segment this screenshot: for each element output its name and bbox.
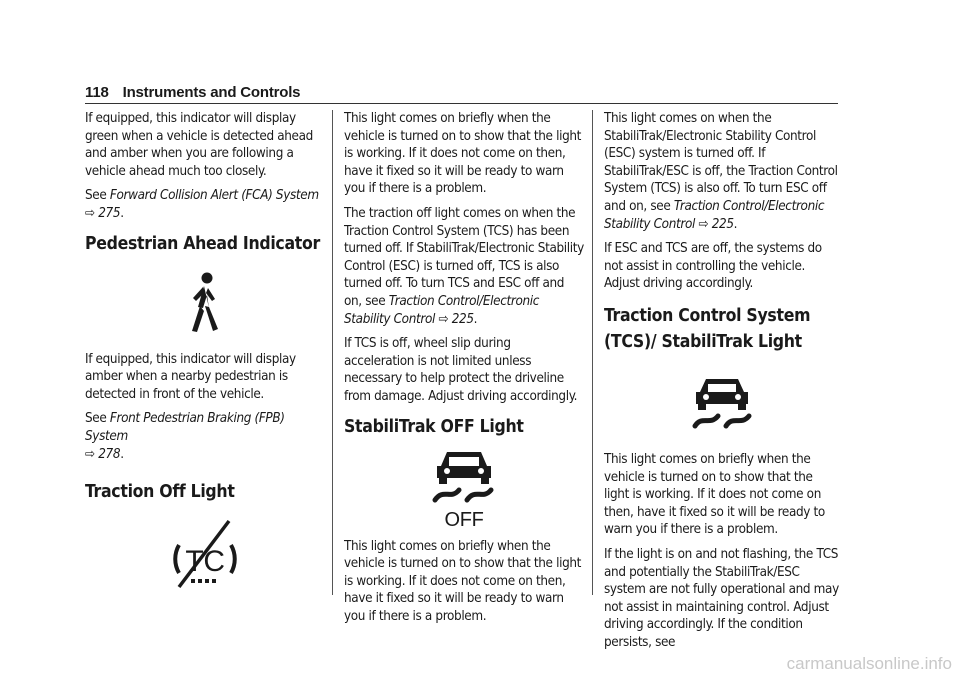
page-ref-arrow-icon: ⇨: [698, 216, 709, 232]
heading-stabilitrak-off: StabiliTrak OFF Light: [344, 416, 524, 437]
heading-pedestrian-ahead: Pedestrian Ahead Indicator: [85, 233, 320, 254]
fpb-reference: See Front Pedestrian Braking (FPB) System ⇨ 278.: [85, 411, 285, 462]
stabilitrak-off-icon: [429, 448, 499, 530]
fca-page-link[interactable]: 275: [98, 205, 121, 221]
traction-control-page-link[interactable]: 225: [451, 311, 474, 327]
fca-link[interactable]: Forward Collision Alert (FCA) System: [109, 188, 319, 204]
bulb-check-paragraph: This light comes on briefly when the vehicle is turned on to show that the light is working. If it does not come on then, have it fixed so it will be ready to warn you if there is a problem.: [344, 111, 582, 197]
esc-off-paragraph: This light comes on when the StabiliTrak/Electronic Stability Control (ESC) system is turned off. If StabiliTrak/ESC is off, the Traction Control System (TCS) is also off. To turn ESC off and on, see Traction Control/Electronic Stability Control ⇨ 225.: [604, 111, 838, 232]
column-3: [604, 110, 840, 658]
column-divider-2: [592, 110, 593, 595]
column-1: [85, 110, 325, 595]
tcs-stabilitrak-icon: [692, 375, 752, 431]
traction-control-link[interactable]: Traction Control/Electronic Stability Control: [604, 198, 825, 232]
tcs-off-paragraph: If TCS is off, wheel slip during acceleration is not limited unless necessary to help protect the driveline from damage. Adjust driving accordingly.: [344, 336, 578, 404]
traction-control-link[interactable]: Traction Control/Electronic Stability Control: [344, 293, 540, 327]
off-label: OFF: [444, 508, 484, 530]
tc-label: TC: [185, 545, 225, 579]
heading-tcs-stabilitrak: Traction Control System (TCS)/ StabiliTrak Light: [604, 305, 811, 352]
pedestrian-paragraph: If equipped, this indicator will display amber when a nearby pedestrian is detected in front of the vehicle.: [85, 351, 296, 402]
tcs-bulb-check-paragraph: This light comes on briefly when the vehicle is turned on to show that the light is working. If it does not come on then, have it fixed so it will be ready to warn you if there is a problem.: [604, 451, 825, 538]
page-ref-arrow-icon: ⇨: [85, 446, 95, 462]
section-title: Instruments and Controls: [122, 84, 301, 101]
watermark: carmanualsonline.info: [786, 654, 952, 673]
running-header: [85, 84, 300, 101]
fpb-page-link[interactable]: 278: [98, 446, 121, 462]
header-rule: [85, 103, 838, 104]
fca-reference: See Forward Collision Alert (FCA) System ⇨ 275.: [85, 188, 319, 221]
pedestrian-icon: [185, 271, 225, 335]
column-divider-1: [332, 110, 333, 595]
traction-off-icon: [165, 515, 245, 595]
tcs-on-paragraph: If the light is on and not flashing, the TCS and potentially the StabiliTrak/ESC system are not fully operational and may not assist in maintaining control. Adjust driving accordingly. If the condition persists, see: [604, 546, 839, 650]
page-ref-arrow-icon: ⇨: [85, 205, 95, 221]
traction-control-page-link[interactable]: 225: [711, 216, 734, 232]
fpb-link[interactable]: Front Pedestrian Braking (FPB) System: [85, 411, 285, 444]
heading-traction-off: Traction Off Light: [85, 482, 235, 503]
page-number: 118: [85, 84, 109, 101]
traction-off-paragraph: The traction off light comes on when the Traction Control System (TCS) has been turned off. If StabiliTrak/Electronic Stability Control (ESC) is turned off, TCS is also turned off. To turn TCS and ESC off and on, see Traction Control/Electronic Stability Control ⇨ 225.: [344, 205, 584, 327]
stabilitrak-off-paragraph: This light comes on briefly when the vehicle is turned on to show that the light is working. If it does not come on then, have it fixed so it will be ready to warn you if there is a problem.: [344, 538, 582, 624]
esc-tcs-off-paragraph: If ESC and TCS are off, the systems do not assist in controlling the vehicle. Adjust driving accordingly.: [604, 241, 822, 292]
column-2: [344, 110, 584, 632]
fca-paragraph: If equipped, this indicator will display green when a vehicle is detected ahead and amber when you are following a vehicle ahead much too closely.: [85, 111, 313, 179]
page-ref-arrow-icon: ⇨: [438, 311, 449, 327]
